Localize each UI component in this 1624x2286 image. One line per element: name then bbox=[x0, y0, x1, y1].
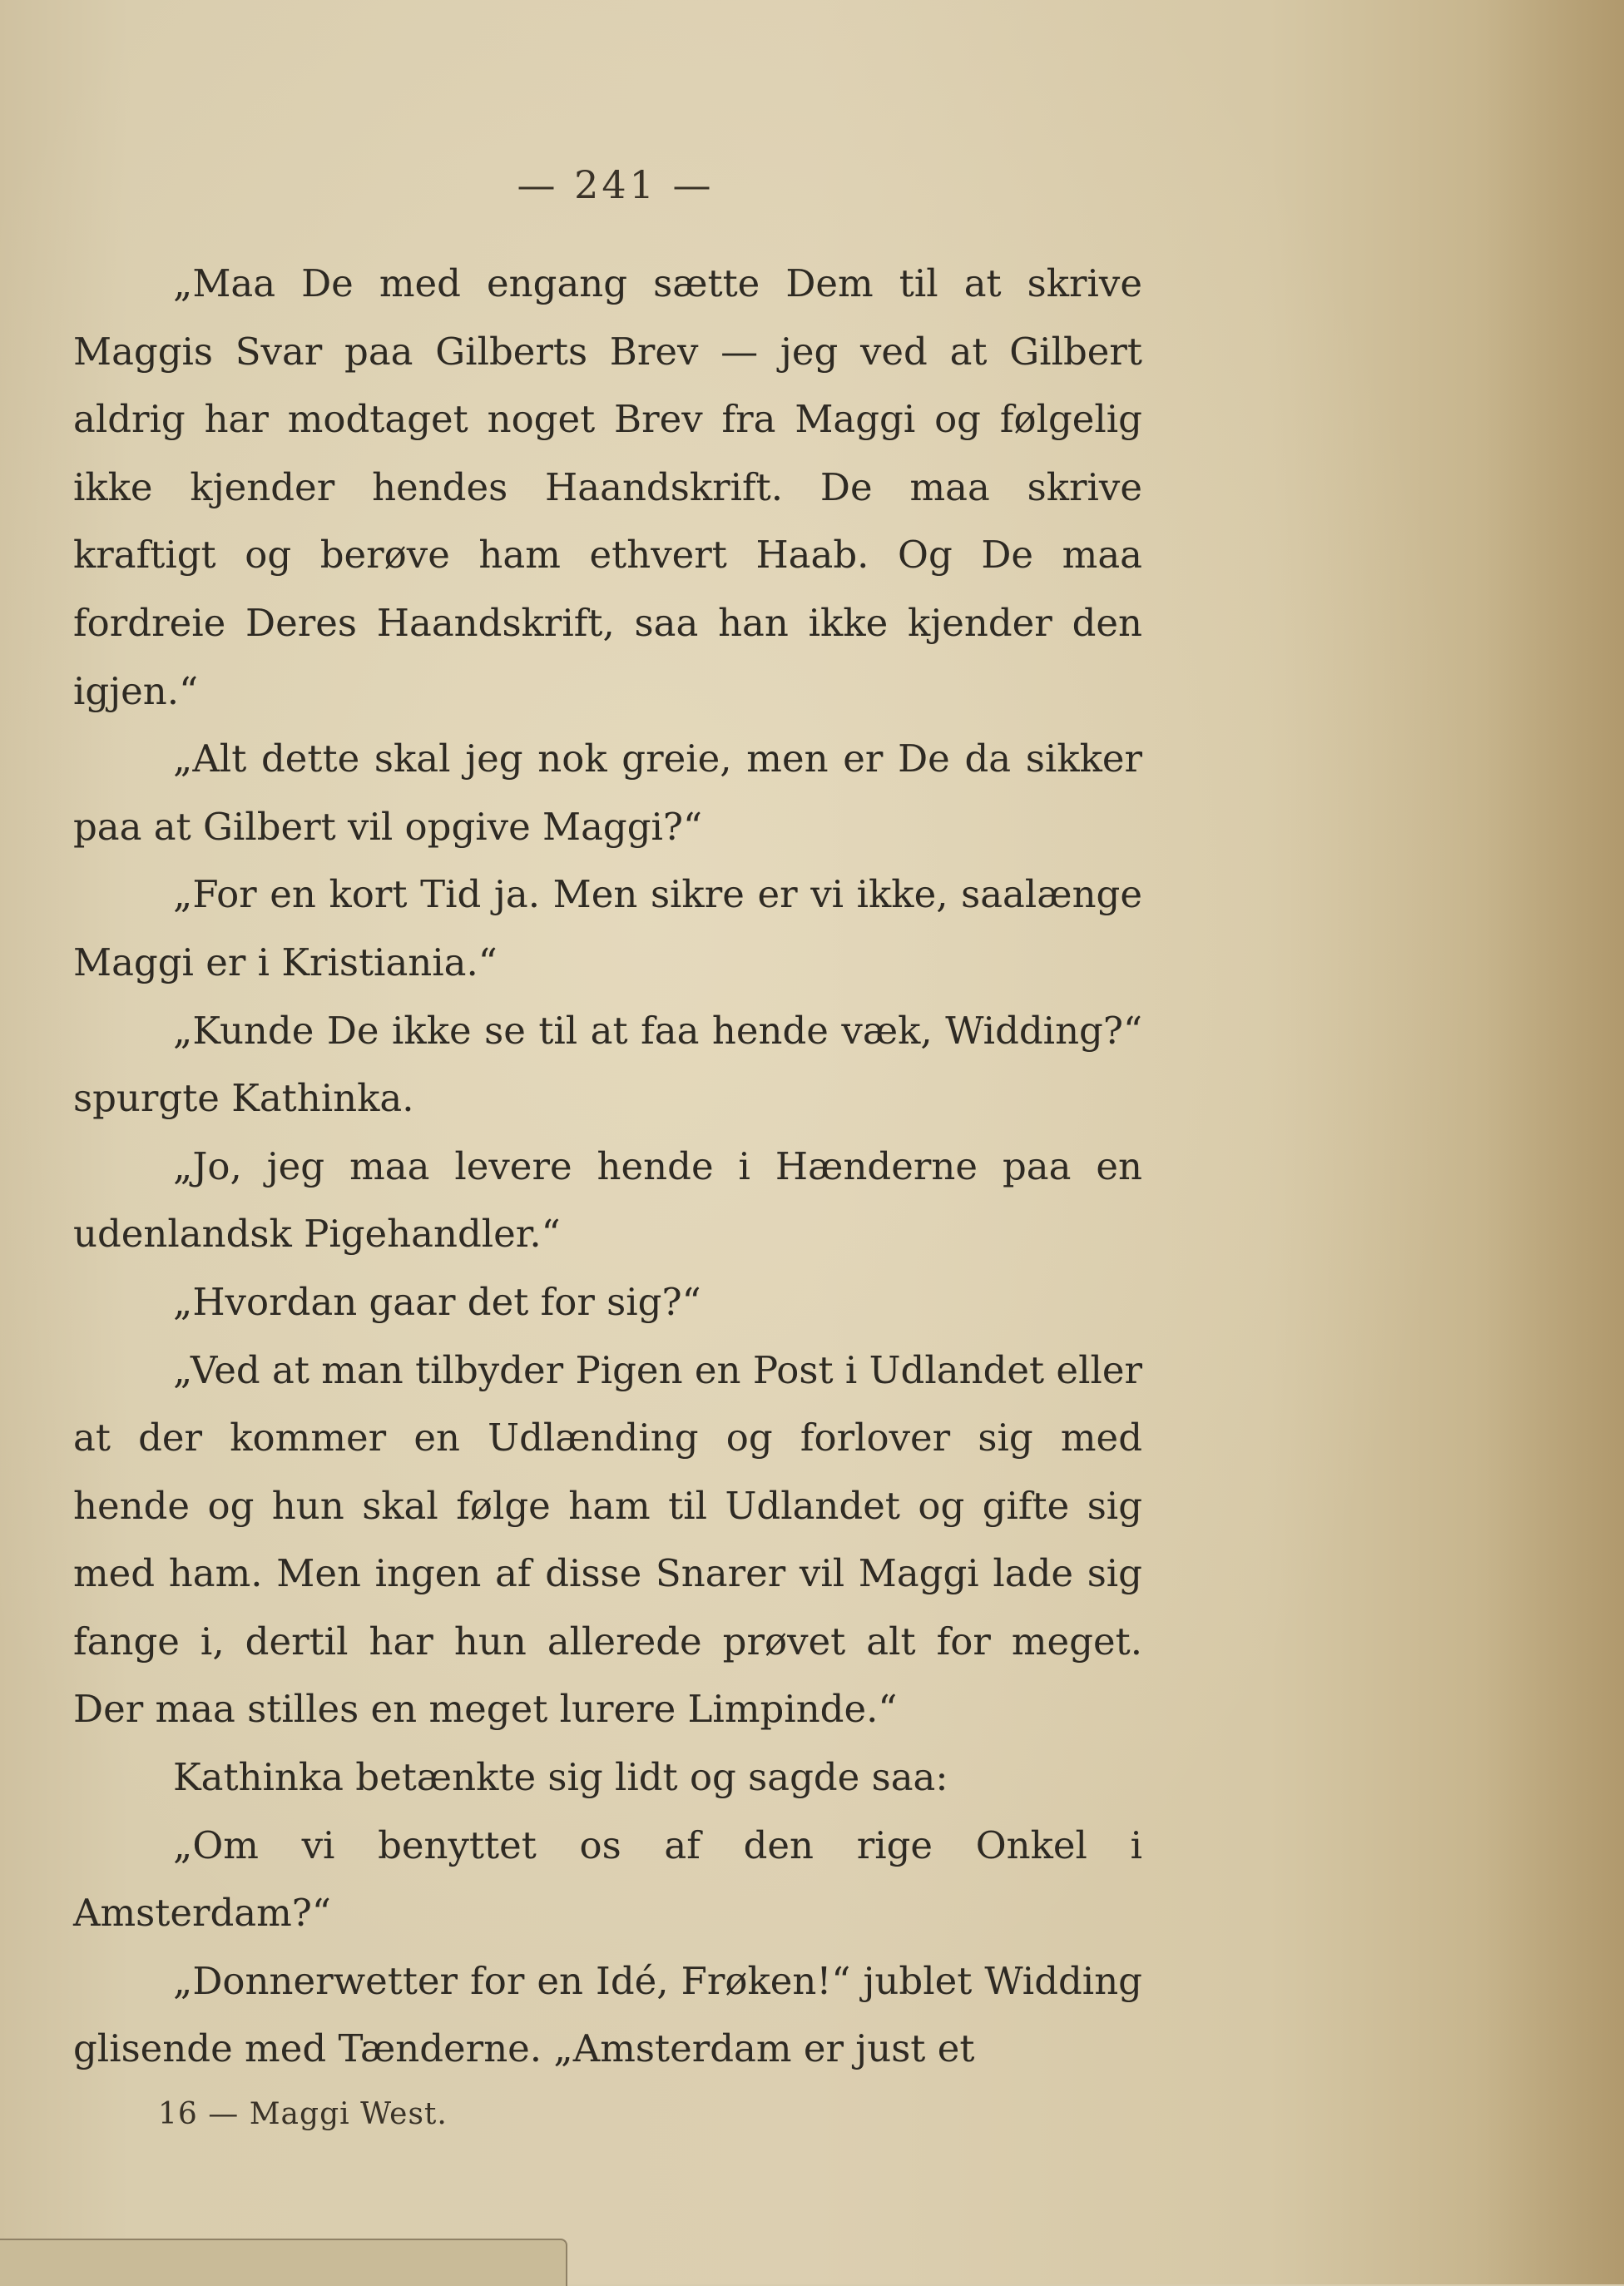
paragraph: „Hvordan gaar det for sig?“ bbox=[173, 1279, 701, 1324]
paragraph: „Alt dette skal jeg nok greie, men er De da sikker paa at Gilbert vil opgive Maggi?“ bbox=[73, 736, 1142, 849]
page-number: — 241 — bbox=[517, 162, 715, 207]
paragraph: „For en kort Tid ja. Men sikre er vi ikke, saalænge Maggi er i Kristiania.“ bbox=[73, 872, 1142, 984]
paragraph: „Om vi benyttet os af den rige Onkel i Amsterdam?“ bbox=[73, 1822, 1142, 1936]
page-edge-shading bbox=[1474, 0, 1624, 2284]
paragraph: „Donnerwetter for en Idé, Frøken!“ jublet Widding glisende med Tænderne. „Amsterdam er just et bbox=[73, 1958, 1142, 2071]
paragraph: „Kunde De ikke se til at faa hende væk, Widding?“ spurgte Kathinka. bbox=[73, 1008, 1142, 1121]
underlying-page-edge bbox=[0, 2239, 567, 2286]
paragraph: Kathinka betænkte sig lidt og sagde saa: bbox=[173, 1755, 948, 1800]
signature-footer: 16 — Maggi West. bbox=[158, 2097, 448, 2131]
body-text bbox=[73, 250, 1142, 2083]
paragraph: „Jo, jeg maa levere hende i Hænderne paa en udenlandsk Pigehandler.“ bbox=[73, 1143, 1142, 1257]
paragraph: „Maa De med engang sætte Dem til at skrive Maggis Svar paa Gilberts Brev — jeg ved at Gilbert aldrig har modtaget noget Brev fra Maggi og følgelig ikke kjender hendes Haandskrift. De maa skrive kraftigt og berøve ham ethvert Haab. Og De maa fordreie Deres Haandskrift, saa han ikke kjender den igjen.“ bbox=[73, 261, 1142, 713]
paragraph: „Ved at man tilbyder Pigen en Post i Udlandet eller at der kommer en Udlænding og forlover sig med hende og hun skal følge ham til Udlandet og gifte sig med ham. Men ingen af disse Snarer vil Maggi lade sig fange i, dertil har hun allerede prøvet alt for meget. Der maa stilles en meget lurere Limpinde.“ bbox=[73, 1347, 1142, 1732]
